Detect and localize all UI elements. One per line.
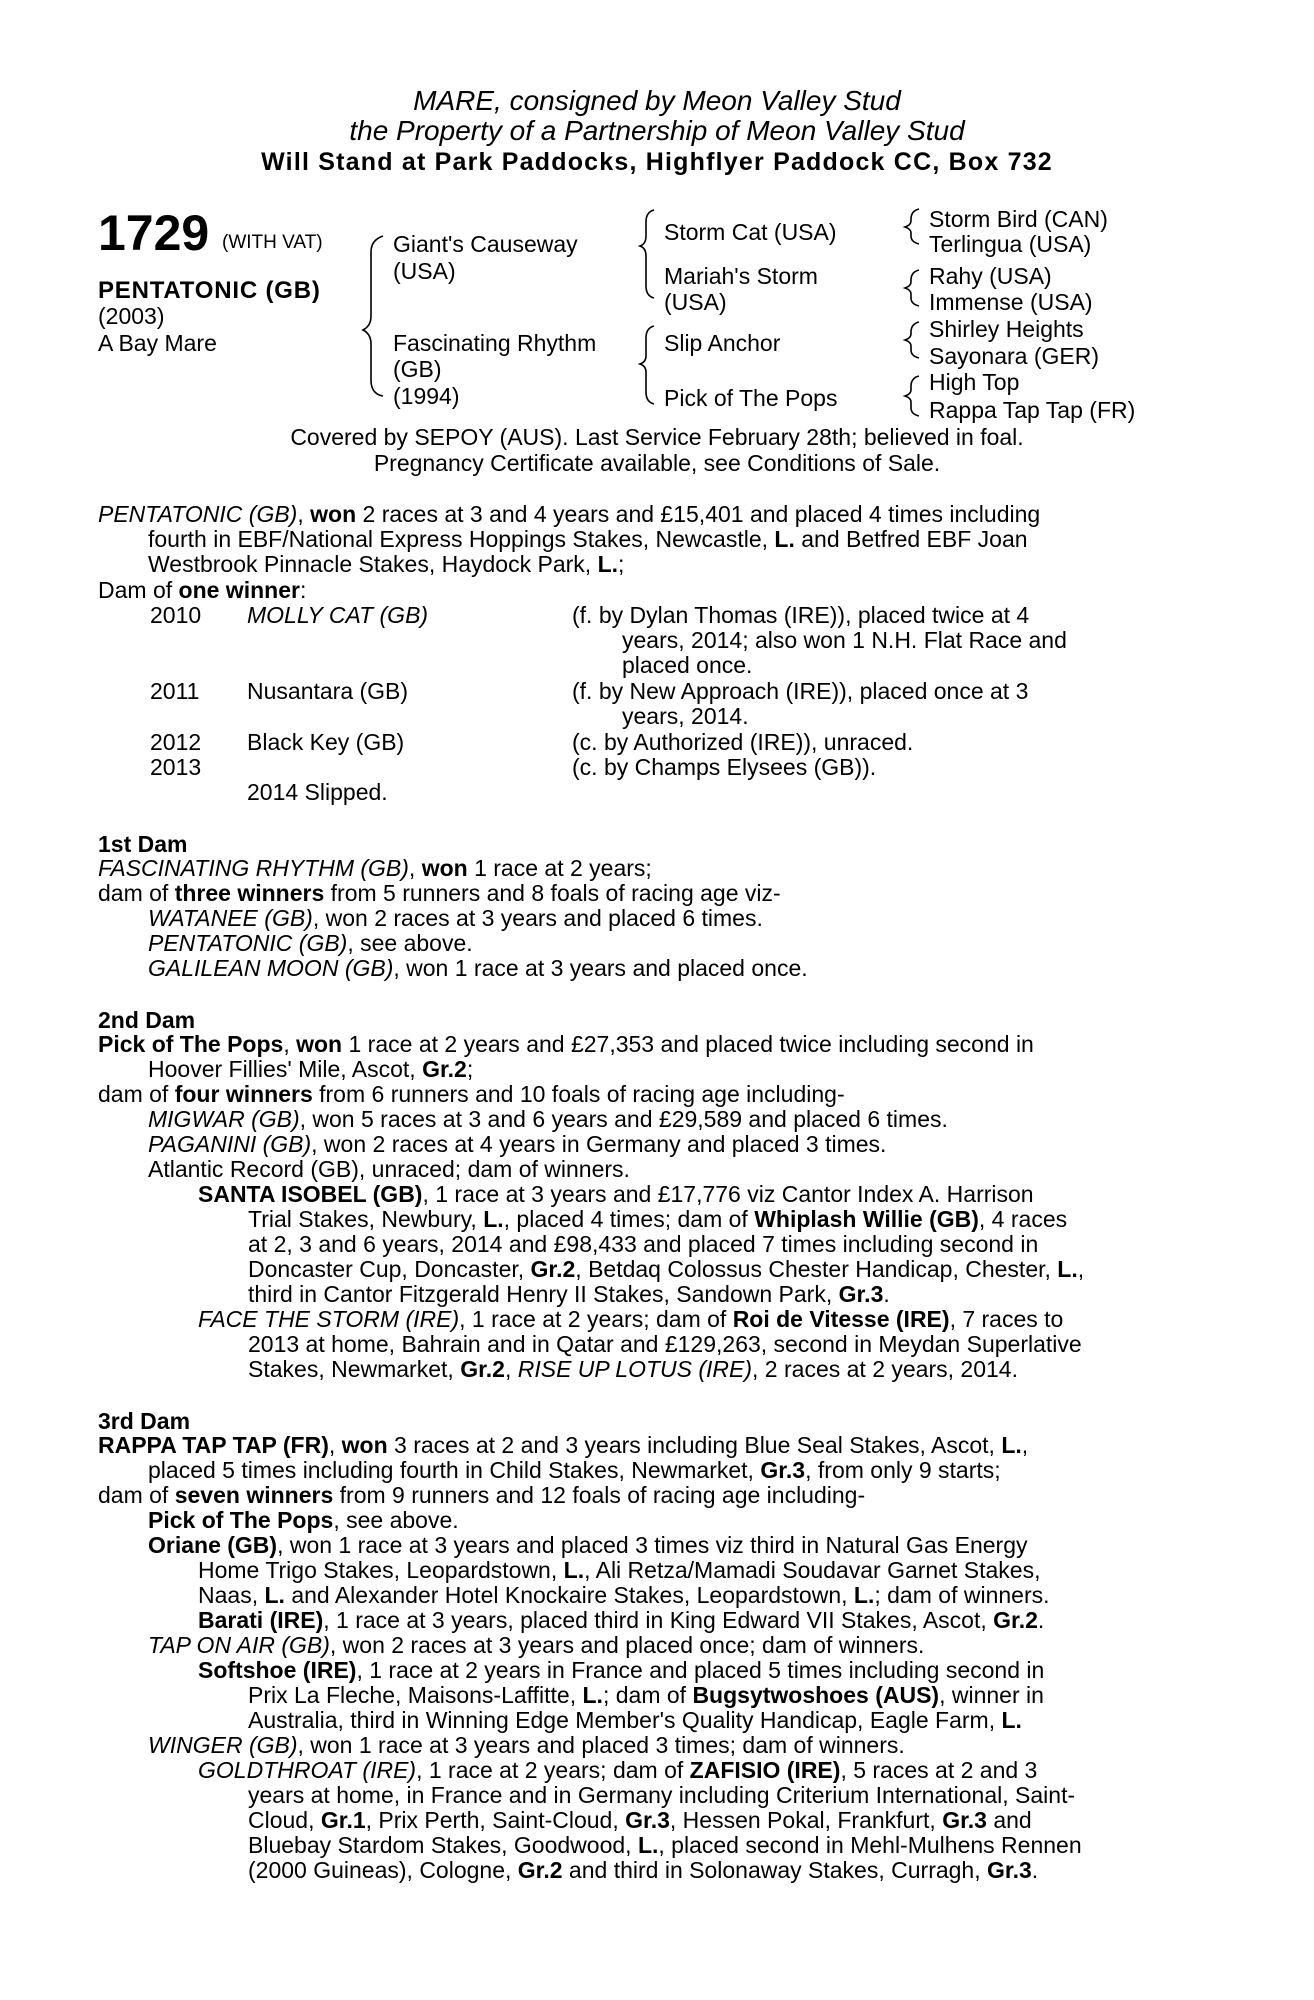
progeny-line: Naas, L. and Alexander Hotel Knockaire Stakes, Leopardstown, L.; dam of winners. <box>198 1582 1050 1608</box>
produce-year: 2010 <box>150 602 202 628</box>
progeny-line: PENTATONIC (GB), see above. <box>148 930 473 956</box>
progeny-line: Atlantic Record (GB), unraced; dam of winners. <box>148 1156 630 1182</box>
progeny-line: FACE THE STORM (IRE), 1 race at 2 years; dam of Roi de Vitesse (IRE), 7 races to <box>198 1306 1064 1332</box>
progeny-line: Cloud, Gr.1, Prix Perth, Saint-Cloud, Gr.3, Hessen Pokal, Frankfurt, Gr.3 and <box>248 1807 1032 1833</box>
bracket-dd <box>905 376 919 416</box>
progeny-line: Home Trigo Stakes, Leopardstown, L., Ali Retza/Mamadi Soudavar Garnet Stakes, <box>198 1557 1041 1583</box>
gen3-3: Rahy (USA) <box>929 263 1052 289</box>
produce-note: (f. by New Approach (IRE)), placed once at 3 <box>572 678 1029 704</box>
third-dam-line: dam of seven winners from 9 runners and 12 foals of racing age including- <box>98 1482 866 1508</box>
sire-sire: Storm Cat (USA) <box>664 219 837 245</box>
produce-name: MOLLY CAT (GB) <box>247 602 429 628</box>
gen3-2: Terlingua (USA) <box>929 231 1092 257</box>
bracket-dam <box>640 326 654 404</box>
dam-sire: Slip Anchor <box>664 330 781 356</box>
first-dam-line: dam of three winners from 5 runners and 8 foals of racing age viz- <box>98 880 781 906</box>
progeny-line: Barati (IRE), 1 race at 3 years, placed third in King Edward VII Stakes, Ascot, Gr.2. <box>198 1607 1045 1633</box>
covered-line: Covered by SEPOY (AUS). Last Service February 28th; believed in foal. <box>290 424 1024 450</box>
second-dam-line: Hoover Fillies' Mile, Ascot, Gr.2; <box>148 1056 474 1082</box>
produce-name: Nusantara (GB) <box>247 678 409 704</box>
third-dam-line: placed 5 times including fourth in Child Stakes, Newmarket, Gr.3, from only 9 starts; <box>148 1457 1001 1483</box>
horse-description: A Bay Mare <box>98 330 217 356</box>
intro-line-1: PENTATONIC (GB), won 2 races at 3 and 4 years and £15,401 and placed 4 times including <box>98 501 1041 527</box>
property-line: the Property of a Partnership of Meon Valley Stud <box>349 115 965 146</box>
sire-name: Giant's Causeway <box>393 231 578 257</box>
gen3-8: Rappa Tap Tap (FR) <box>929 397 1136 423</box>
sire-dam-name: Mariah's Storm <box>664 263 818 289</box>
bracket-sd <box>905 270 919 306</box>
progeny-line: GOLDTHROAT (IRE), 1 race at 2 years; dam of ZAFISIO (IRE), 5 races at 2 and 3 <box>198 1757 1038 1783</box>
dam-country: (GB) <box>393 356 442 382</box>
foaling-year: (2003) <box>98 303 165 329</box>
first-dam-line: FASCINATING RHYTHM (GB), won 1 race at 2 years; <box>98 855 652 881</box>
progeny-line: (2000 Guineas), Cologne, Gr.2 and third in Solonaway Stakes, Curragh, Gr.3. <box>248 1857 1039 1883</box>
progeny-line: Oriane (GB), won 1 race at 3 years and placed 3 times viz third in Natural Gas Energy <box>148 1532 1028 1558</box>
stand-line: Will Stand at Park Paddocks, Highflyer Paddock CC, Box 732 <box>261 148 1053 176</box>
produce-note: placed once. <box>622 652 753 678</box>
produce-note: years, 2014. <box>622 703 749 729</box>
gen3-7: High Top <box>929 369 1020 395</box>
produce-year: 2011 <box>150 678 200 704</box>
vat-label: (WITH VAT) <box>222 232 323 253</box>
produce-note: (c. by Champs Elysees (GB)). <box>572 754 877 780</box>
progeny-line: Softshoe (IRE), 1 race at 2 years in France and placed 5 times including second in <box>198 1657 1045 1683</box>
sire-dam-country: (USA) <box>664 289 727 315</box>
gen3-5: Shirley Heights <box>929 316 1084 342</box>
sire-country: (USA) <box>393 258 456 284</box>
progeny-line: WATANEE (GB), won 2 races at 3 years and placed 6 times. <box>148 905 763 931</box>
third-dam-heading: 3rd Dam <box>98 1408 191 1434</box>
third-dam-line: RAPPA TAP TAP (FR), won 3 races at 2 and 3 years including Blue Seal Stakes, Ascot, L., <box>98 1432 1029 1458</box>
progeny-line: Australia, third in Winning Edge Member's Quality Handicap, Eagle Farm, L. <box>248 1707 1022 1733</box>
produce-name: Black Key (GB) <box>247 729 405 755</box>
dam-of-line: Dam of one winner: <box>98 577 307 603</box>
produce-year: 2012 <box>150 729 202 755</box>
progeny-line: GALILEAN MOON (GB), won 1 race at 3 years and placed once. <box>148 955 808 981</box>
gen3-6: Sayonara (GER) <box>929 343 1100 369</box>
bracket-sire <box>640 210 654 298</box>
progeny-line: Stakes, Newmarket, Gr.2, RISE UP LOTUS (IRE), 2 races at 2 years, 2014. <box>248 1356 1018 1382</box>
progeny-line: years at home, in France and in Germany including Criterium International, Saint- <box>248 1782 1076 1808</box>
second-dam-heading: 2nd Dam <box>98 1007 196 1033</box>
produce-note: (f. by Dylan Thomas (IRE)), placed twice at 4 <box>572 602 1030 628</box>
consignor-line: MARE, consigned by Meon Valley Stud <box>413 85 901 116</box>
progeny-line: MIGWAR (GB), won 5 races at 3 and 6 years and £29,589 and placed 6 times. <box>148 1106 948 1132</box>
progeny-line: Bluebay Stardom Stakes, Goodwood, L., placed second in Mehl-Mulhens Rennen <box>248 1832 1082 1858</box>
second-dam-line: dam of four winners from 6 runners and 10 foals of racing age including- <box>98 1081 845 1107</box>
progeny-line: WINGER (GB), won 1 race at 3 years and placed 3 times; dam of winners. <box>148 1732 905 1758</box>
intro-line-2: fourth in EBF/National Express Hoppings Stakes, Newcastle, L. and Betfred EBF Joan <box>148 526 1028 552</box>
progeny-line: at 2, 3 and 6 years, 2014 and £98,433 and placed 7 times including second in <box>248 1231 1039 1257</box>
progeny-line: 2013 at home, Bahrain and in Qatar and £129,263, second in Meydan Superlative <box>248 1331 1082 1357</box>
progeny-line: SANTA ISOBEL (GB), 1 race at 3 years and £17,776 viz Cantor Index A. Harrison <box>198 1181 1034 1207</box>
horse-name: PENTATONIC (GB) <box>98 277 321 304</box>
intro-line-3: Westbrook Pinnacle Stakes, Haydock Park, L.; <box>148 551 625 577</box>
second-dam-line: Pick of The Pops, won 1 race at 2 years and £27,353 and placed twice including second in <box>98 1031 1034 1057</box>
progeny-line: Prix La Fleche, Maisons-Laffitte, L.; dam of Bugsytwoshoes (AUS), winner in <box>248 1682 1044 1708</box>
lot-number: 1729 <box>98 205 210 261</box>
slipped-note: 2014 Slipped. <box>247 779 388 805</box>
dam-dam: Pick of The Pops <box>664 385 838 411</box>
bracket-ds <box>905 322 919 358</box>
progeny-line: Doncaster Cup, Doncaster, Gr.2, Betdaq Colossus Chester Handicap, Chester, L., <box>248 1256 1085 1282</box>
first-dam-heading: 1st Dam <box>98 831 188 857</box>
progeny-line: third in Cantor Fitzgerald Henry II Stakes, Sandown Park, Gr.3. <box>248 1281 890 1307</box>
bracket-ss <box>905 209 919 244</box>
gen3-1: Storm Bird (CAN) <box>929 206 1108 232</box>
progeny-line: TAP ON AIR (GB), won 2 races at 3 years and placed once; dam of winners. <box>148 1632 925 1658</box>
dam-name: Fascinating Rhythm <box>393 330 597 356</box>
progeny-line: PAGANINI (GB), won 2 races at 4 years in Germany and placed 3 times. <box>148 1131 887 1157</box>
progeny-line: Trial Stakes, Newbury, L., placed 4 times; dam of Whiplash Willie (GB), 4 races <box>248 1206 1068 1232</box>
produce-note: years, 2014; also won 1 N.H. Flat Race and <box>622 627 1067 653</box>
gen3-4: Immense (USA) <box>929 289 1093 315</box>
produce-year: 2013 <box>150 754 202 780</box>
dam-year: (1994) <box>393 383 460 409</box>
produce-note: (c. by Authorized (IRE)), unraced. <box>572 729 914 755</box>
bracket-main <box>363 236 383 396</box>
pregnancy-line: Pregnancy Certificate available, see Conditions of Sale. <box>373 450 941 476</box>
progeny-line: Pick of The Pops, see above. <box>148 1507 459 1533</box>
